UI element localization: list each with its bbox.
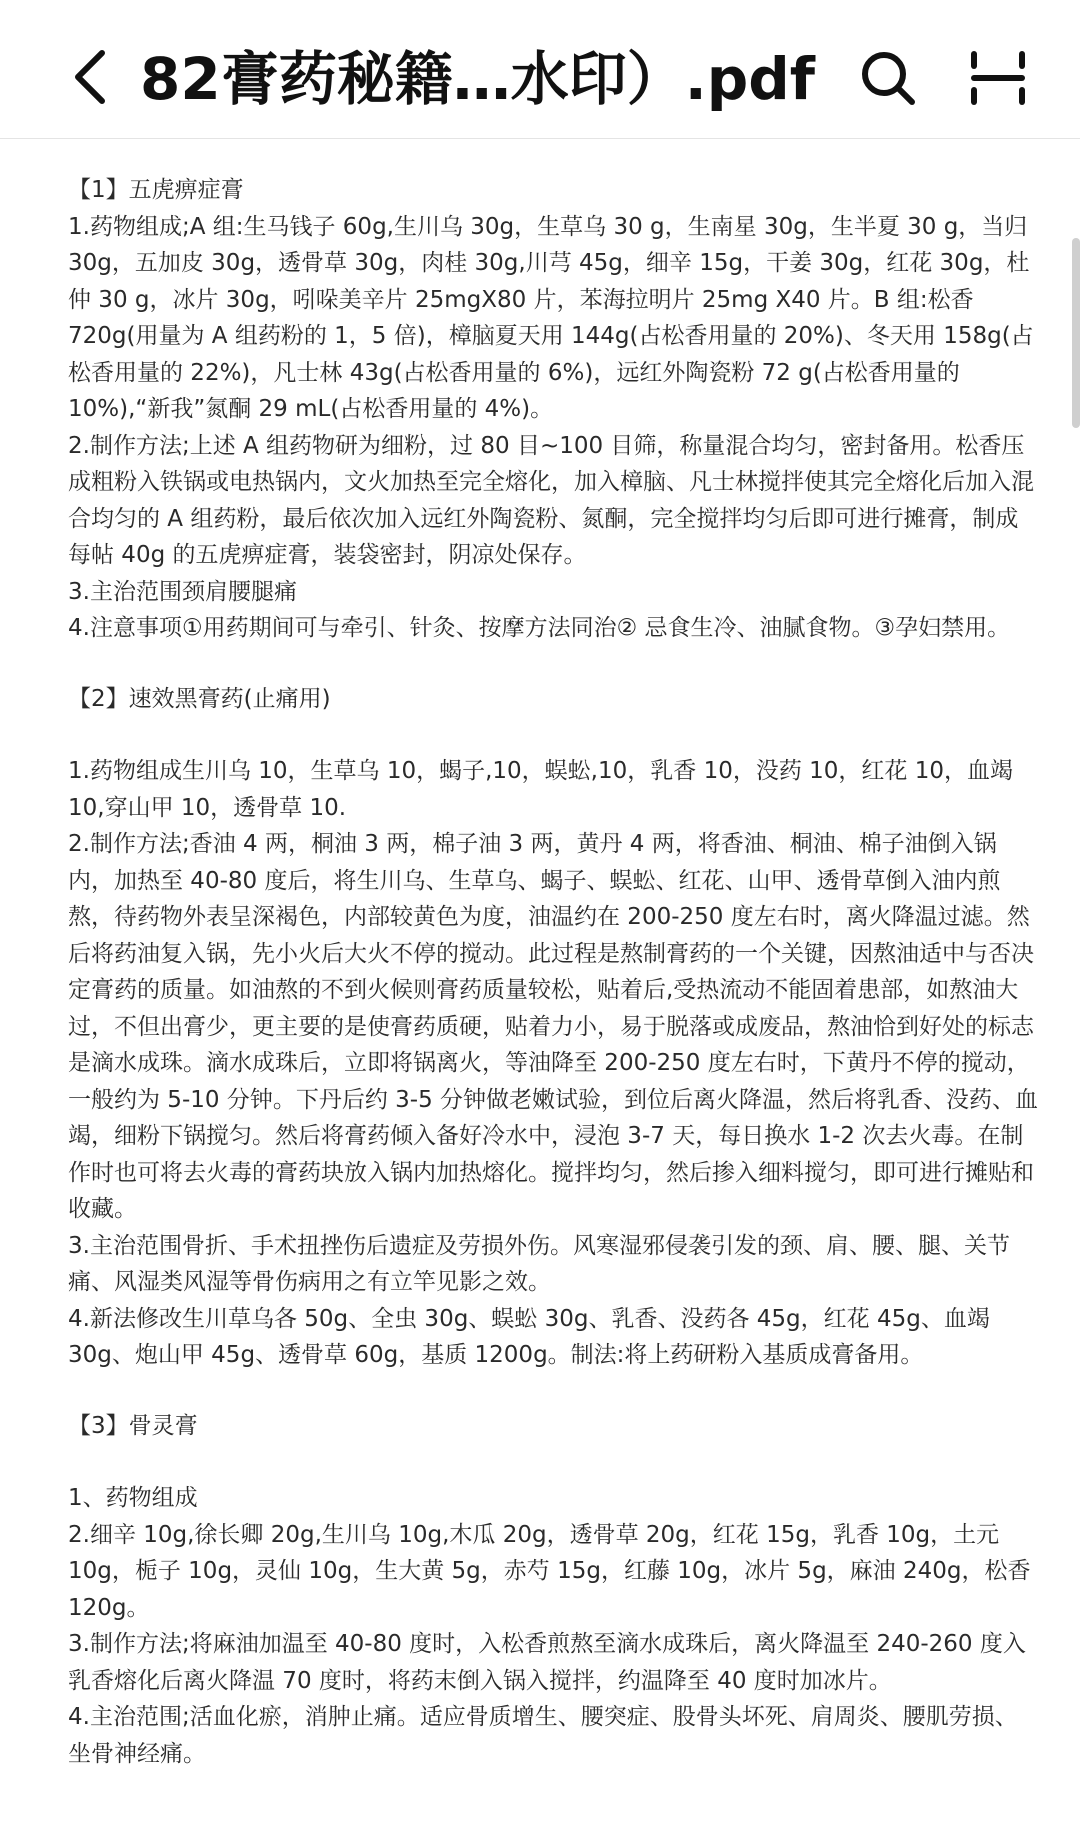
top-bar <box>0 0 1080 139</box>
paragraph: 3.主治范围骨折、手术扭挫伤后遗症及劳损外伤。风寒湿邪侵袭引发的颈、肩、腰、腿、关节痛、风湿类风湿等骨伤病用之有立竿见影之效。 <box>68 1232 1010 1295</box>
search-icon <box>856 46 920 110</box>
paragraph: 2.制作方法;香油 4 两，桐油 3 两，棉子油 3 两，黄丹 4 两，将香油、桐油、棉子油倒入锅内，加热至 40-80 度后，将生川乌、生草乌、蝎子、蜈蚣、红花、山甲、透骨草倒入油内煎熬，待药物外表呈深褐色，内部较黄色为度，油温约在 200-250 度左右时，离火降温过滤。然后将药油复入锅，先小火后大火不停的搅动。此过程是熬制膏药的一个关键，因熬油适中与否决定膏药的质量。如油熬的不到火候则膏药质量较松，贴着后,受热流动不能固着患部，如熬油大过，不但出膏少，更主要的是使膏药质硬，贴着力小，易于脱落或成废品，熬油恰到好处的标志是滴水成珠。滴水成珠后，立即将锅离火，等油降至 200-250 度左右时，下黄丹不停的搅动，一般约为 5-10 分钟。下丹后约 3-5 分钟做老嫩试验，到位后离火降温，然后将乳香、没药、血竭，细粉下锅搅匀。然后将膏药倾入备好冷水中，浸泡 3-7 天，每日换水 1-2 次去火毒。在制作时也可将去火毒的膏药块放入锅内加热熔化。搅拌均匀，然后掺入细料搅匀，即可进行摊贴和收藏。 <box>68 831 1039 1222</box>
scrollbar[interactable] <box>1072 138 1080 1832</box>
paragraph: 3.主治范围颈肩腰腿痛 <box>68 578 297 605</box>
back-button[interactable] <box>60 42 120 112</box>
paragraph: 1、药物组成 <box>68 1485 198 1511</box>
paragraph: 3.制作方法;将麻油加温至 40-80 度时，入松香煎熬至滴水成珠后，离火降温至 240-260 度入乳香熔化后离火降温 70 度时，将药末倒入锅入搅拌，约温降至 40 度时加冰片。 <box>68 1631 1026 1694</box>
section-heading: 【1】五虎痹症膏 <box>68 177 244 203</box>
paragraph: 2.细辛 10g,徐长卿 20g,生川乌 10g,木瓜 20g，透骨草 20g，红花 15g，乳香 10g，土元 10g，栀子 10g，灵仙 10g，生大黄 5g，赤芍 15g，红藤 10g，冰片 5g，麻油 240g，松香 120g。 <box>68 1521 1038 1621</box>
paragraph: 1.药物组成生川乌 10，生草乌 10，蝎子,10，蜈蚣,10，乳香 10，没药 10，红花 10，血竭 10,穿山甲 10，透骨草 10. <box>68 758 1021 821</box>
paragraph: 1.药物组成;A 组:生马钱子 60g,生川乌 30g，生草乌 30 g，生南星 30g，生半夏 30 g，当归 30g，五加皮 30g，透骨草 30g，肉桂 30g,川芎 45g，细辛 15g，干姜 30g，红花 30g，杜仲 30 g，冰片 30g，吲哚美辛片 25mgX80 片，苯海拉明片 25mg X40 片。B 组:松香 720g(用量为 A 组药粉的 1，5 倍)，樟脑夏天用 144g(占松香用量的 20%)、冬天用 158g(占松香用量的 22%)，凡士林 43g(占松香用量的 6%)，远红外陶瓷粉 72 g(占松香用量的 10%),“新我”氮酮 29 mL(占松香用量的 4%)。 <box>68 213 1035 422</box>
paragraph: 2.制作方法;上述 A 组药物研为细粉，过 80 目~100 目筛，称量混合均匀，密封备用。松香压成粗粉入铁锅或电热锅内，文火加热至完全熔化，加入樟脑、凡士林搅拌使其完全熔化后加入混合均匀的 A 组药粉，最后依次加入远红外陶瓷粉、氮酮，完全搅拌均匀后即可进行摊膏，制成每帖 40g 的五虎痹症膏，装袋密封，阴凉处保存。 <box>68 432 1034 568</box>
paragraph: 4.新法修改生川草乌各 50g、全虫 30g、蜈蚣 30g、乳香、没药各 45g，红花 45g、血竭 30g、炮山甲 45g、透骨草 60g，基质 1200g。制法:将上药研粉入基质成膏备用。 <box>68 1305 998 1368</box>
spacer <box>68 1374 1038 1408</box>
chevron-left-icon <box>70 47 110 107</box>
section-heading: 【3】骨灵膏 <box>68 1412 198 1439</box>
paragraph: 4.主治范围;活血化瘀，消肿止痛。适应骨质增生、腰突症、股骨头坏死、肩周炎、腰肌劳损、坐骨神经痛。 <box>68 1704 1018 1767</box>
document-content <box>68 172 1038 1772</box>
menu-button[interactable] <box>966 46 1030 110</box>
spacer <box>68 717 1038 753</box>
spacer <box>68 1444 1038 1480</box>
search-button[interactable] <box>856 46 920 110</box>
spacer <box>68 647 1038 681</box>
menu-icon <box>966 46 1030 110</box>
section-heading: 【2】速效黑膏药(止痛用) <box>68 685 331 712</box>
paragraph: 4.注意事项①用药期间可与牵引、针灸、按摩方法同治② 忌食生冷、油腻食物。③孕妇禁用。 <box>68 615 1011 641</box>
scrollbar-thumb[interactable] <box>1072 238 1080 428</box>
document-title: 82膏药秘籍…水印）.pdf <box>140 45 816 113</box>
